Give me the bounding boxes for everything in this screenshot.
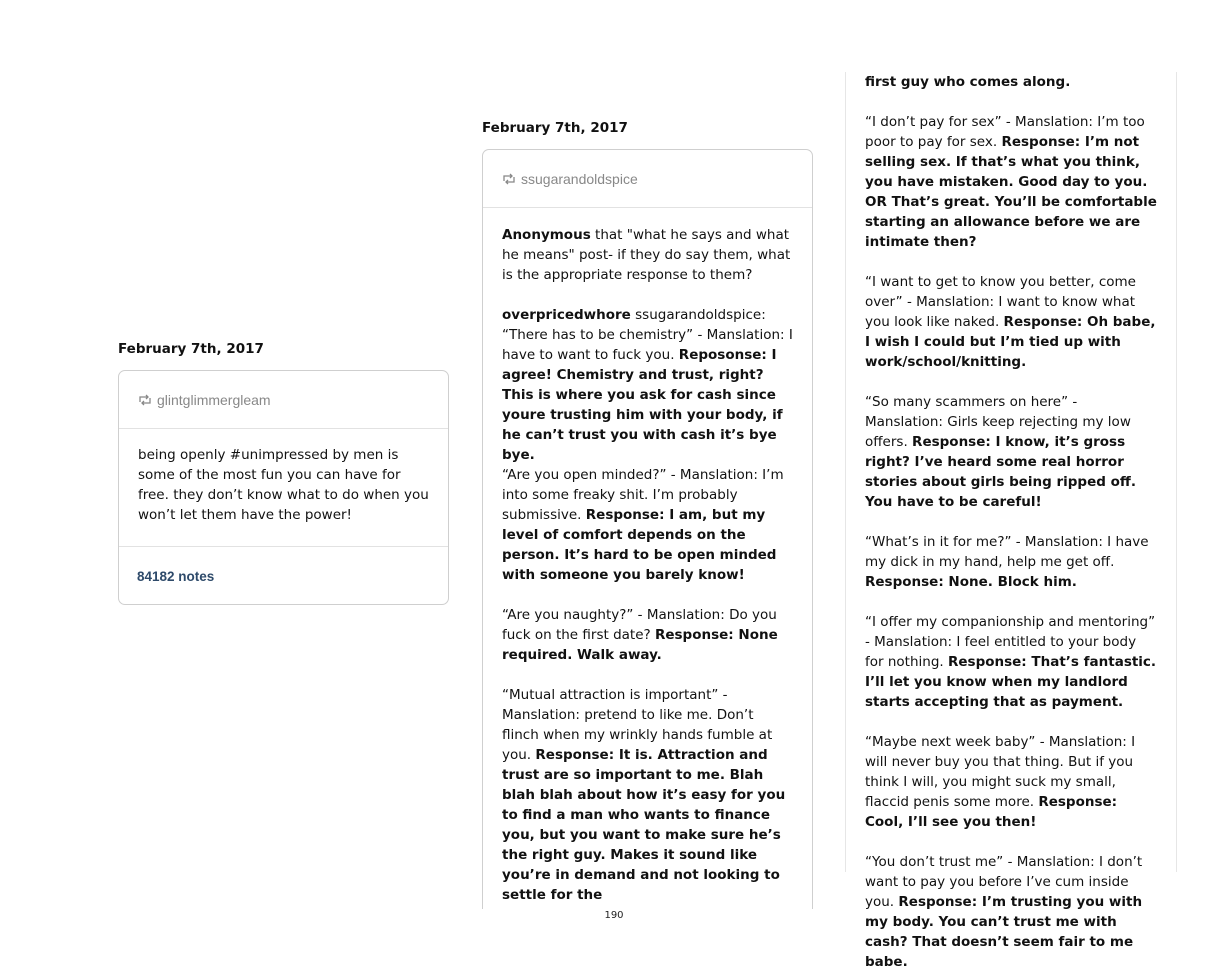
post-card xyxy=(482,149,813,909)
answerer-name[interactable]: overpricedwhore xyxy=(502,307,631,323)
question xyxy=(502,225,794,285)
reblog-header xyxy=(119,371,448,429)
list-item: “There has to be chemistry” - Manslation: I have to want to fuck you. Reposonse: I agree! Chemistry and trust, right? This is where you ask for cash since youre trusting him with your body, if he can’t trust you with cash it’s bye bye. xyxy=(502,327,793,463)
post-card xyxy=(118,370,449,605)
reblog-icon xyxy=(502,173,516,185)
list-item: “Mutual attraction is important” - Manslation: pretend to like me. Don’t flinch when my wrinkly hands fumble at you. Response: It is. Attraction and trust are so important to me. Blah blah blah about how it’s easy for you to find a man who wants to finance you, but you want to make sure he’s the right guy. Makes it sound like you’re in demand and not looking to settle for the xyxy=(502,687,786,903)
list-item: “Are you naughty?” - Manslation: Do you fuck on the first date? Response: None required. Walk away. xyxy=(502,607,778,663)
reblog-username[interactable]: ssugarandoldspice xyxy=(521,170,638,187)
list-item: “So many scammers on here” - Manslation: Girls keep rejecting my low offers. Response: I know, it’s gross right? I’ve heard some real horror stories about girls being ripped off. You have to be careful! xyxy=(865,394,1136,510)
answer-header xyxy=(502,305,794,325)
list-item: “I offer my companionship and mentoring” - Manslation: I feel entitled to your body for nothing. Response: That’s fantastic. I’ll let you know when my landlord starts accepting that as payment. xyxy=(865,614,1157,710)
list-item: “I don’t pay for sex” - Manslation: I’m too poor to pay for sex. Response: I’m not selling sex. If that’s what you think, you have mistaken. Good day to you. OR That’s great. You’ll be comfortable starting an allowance before we are intimate then? xyxy=(865,114,1157,250)
list-item: “You don’t trust me” - Manslation: I don’t want to pay you before I’ve cum inside you. Response: I’m trusting you with my body. You can’t trust me with cash? That doesn’t seem fair to me babe. xyxy=(865,854,1143,970)
notes-count[interactable]: 84182 notes xyxy=(137,569,215,584)
list-item: “Are you open minded?” - Manslation: I’m into some freaky shit. I’m probably submissive. Response: I am, but my level of comfort depends on the person. It’s hard to be open minded with someone you barely know! xyxy=(502,467,784,583)
asker-name[interactable]: Anonymous xyxy=(502,227,591,243)
post-body xyxy=(483,208,812,903)
continued-line: first guy who comes along. xyxy=(865,74,1071,90)
list-item: “What’s in it for me?” - Manslation: I have my dick in my hand, help me get off. Response: None. Block him. xyxy=(865,534,1149,590)
post-date: February 7th, 2017 xyxy=(482,120,628,136)
question-text: that "what he says and what he means" post- if they do say them, what is the appropriate response to them? xyxy=(502,227,791,283)
reblog-header xyxy=(483,150,812,208)
post-continuation xyxy=(845,72,1177,970)
list-item: “Maybe next week baby” - Manslation: I will never buy you that thing. But if you think I will, you might suck my small, flaccid penis some more. Response: Cool, I’ll see you then! xyxy=(865,734,1136,830)
page-number: 190 xyxy=(604,910,624,921)
post-date: February 7th, 2017 xyxy=(118,341,264,357)
reblog-username[interactable]: glintglimmergleam xyxy=(157,391,271,408)
post-body: being openly #unimpressed by men is some of the most fun you can have for free. they don’t know what to do when you won’t let them have the power! xyxy=(119,429,448,547)
reblog-icon xyxy=(138,394,152,406)
list-item: “I want to get to know you better, come over” - Manslation: I want to know what you look like naked. Response: Oh babe, I wish I could but I’m tied up with work/school/knitting. xyxy=(865,274,1156,370)
answer-source: ssugarandoldspice: xyxy=(630,307,766,323)
